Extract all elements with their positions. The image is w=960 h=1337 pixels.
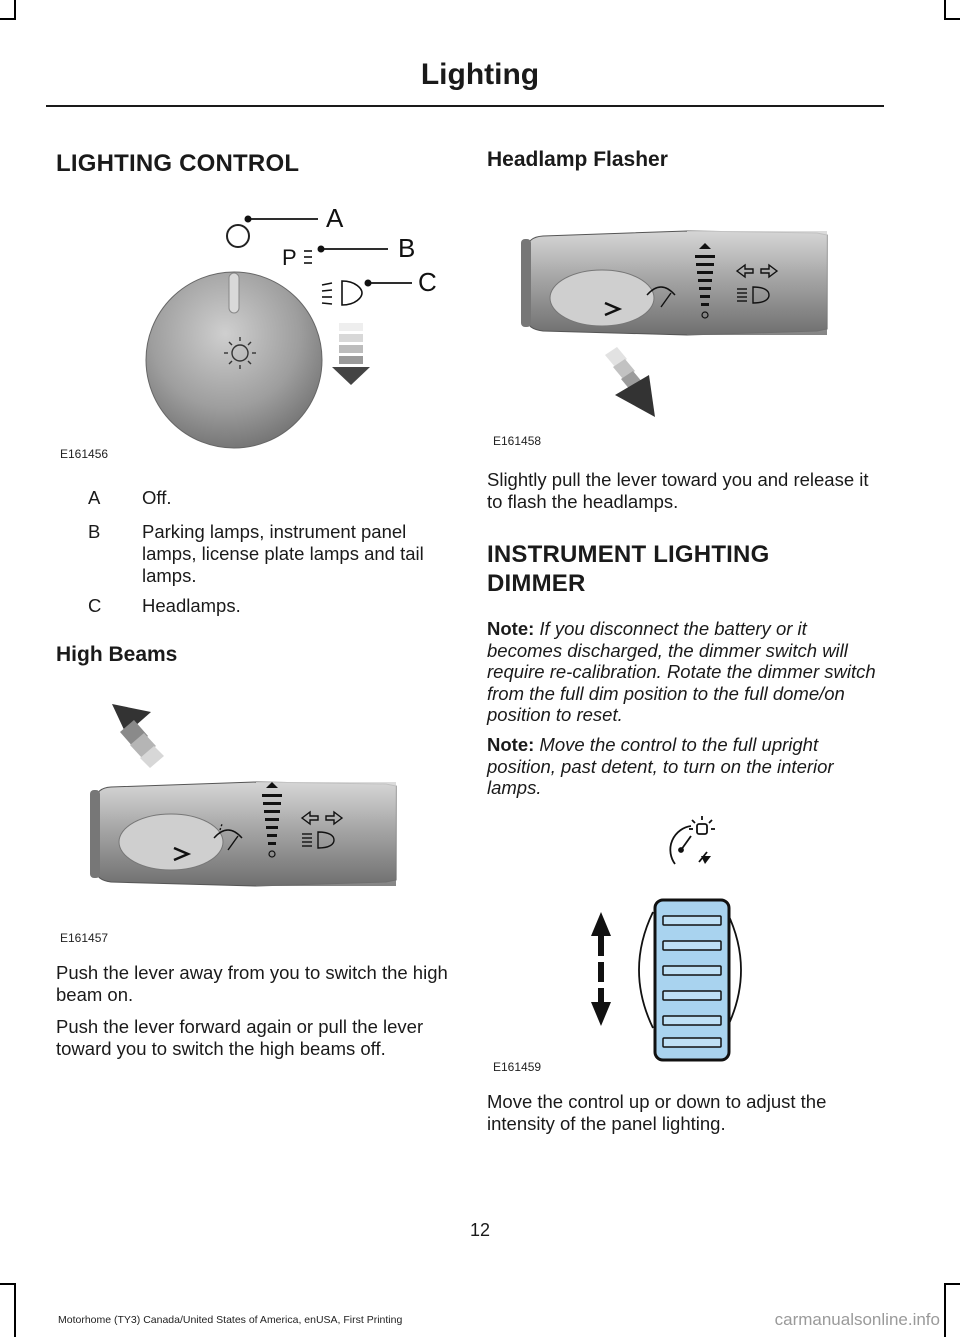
definition-text: Off.	[142, 487, 172, 508]
definition-text: Parking lamps, instrument panel lamps, license plate lamps and tail lamps.	[142, 521, 424, 586]
high-beams-paragraph-2: Push the lever forward again or pull the lever toward you to switch the high beams off.	[56, 1016, 424, 1059]
definition-item-a	[56, 487, 456, 509]
note-recalibration	[487, 618, 882, 726]
definition-item-c	[56, 595, 456, 617]
note-text: If you disconnect the battery or it becomes discharged, the dimmer switch will require re-calibration. Rotate the dimmer switch from the full dim position to the full dome/on position to reset.	[487, 618, 876, 725]
pull-toward-arrow-icon	[605, 347, 655, 417]
crop-mark	[0, 18, 16, 20]
crop-mark	[944, 18, 960, 20]
dimmer-wheel-illustration	[487, 810, 887, 1075]
figure-id-e161457: E161457	[60, 931, 109, 945]
push-away-arrow-icon	[112, 704, 164, 768]
figure-headlamp-switch	[56, 195, 456, 465]
rotate-arrow-icon	[332, 323, 370, 385]
crop-mark	[944, 1283, 960, 1285]
definition-key: A	[88, 487, 101, 508]
note-label: Note:	[487, 734, 535, 755]
note-interior-lamps	[487, 734, 882, 799]
figure-id-e161459: E161459	[493, 1060, 542, 1074]
parking-lamp-icon	[304, 251, 312, 263]
subheading-high-beams: High Beams	[56, 643, 178, 666]
definition-key: B	[88, 521, 101, 542]
header-divider	[46, 105, 884, 107]
page-number: 12	[469, 1220, 491, 1240]
off-position-icon	[227, 225, 249, 247]
subheading-headlamp-flasher: Headlamp Flasher	[487, 148, 668, 171]
crop-mark	[0, 1283, 16, 1285]
figure-id-e161456: E161456	[60, 447, 109, 461]
crop-mark	[944, 0, 946, 20]
definition-key: C	[88, 595, 102, 616]
note-label: Note:	[487, 618, 535, 639]
note-text: Move the control to the full upright position, past detent, to turn on the interior lamps.	[487, 734, 834, 798]
headlamp-switch-illustration	[56, 195, 456, 465]
headlamp-icon	[322, 281, 362, 305]
definition-item-b	[56, 521, 456, 587]
headlamp-flasher-paragraph: Slightly pull the lever toward you and release it to flash the headlamps.	[487, 469, 869, 512]
watermark: carmanualsonline.info	[774, 1310, 940, 1329]
section-heading-dimmer-line1: INSTRUMENT LIGHTING	[487, 541, 770, 568]
up-down-arrow-icon	[591, 912, 611, 1026]
edition-footer: Motorhome (TY3) Canada/United States of America, enUSA, First Printing	[58, 1314, 403, 1326]
section-heading-dimmer-line2: DIMMER	[487, 570, 586, 597]
dimmer-paragraph: Move the control up or down to adjust the intensity of the panel lighting.	[487, 1091, 827, 1134]
figure-high-beam-lever	[56, 690, 456, 945]
figure-id-e161458: E161458	[493, 434, 542, 448]
high-beams-paragraph-1: Push the lever away from you to switch the high beam on.	[56, 962, 448, 1005]
crop-mark	[14, 1283, 16, 1337]
high-beam-lever-illustration	[56, 690, 456, 945]
dimmer-dome-icon	[670, 816, 715, 864]
callout-c-label: C	[418, 267, 437, 297]
definition-text: Headlamps.	[142, 595, 241, 616]
page-title: Lighting	[420, 58, 540, 91]
callout-b-label: B	[398, 233, 416, 263]
section-heading-lighting-control: LIGHTING CONTROL	[56, 150, 300, 177]
figure-dimmer-wheel	[487, 810, 887, 1075]
crop-mark	[944, 1283, 946, 1337]
figure-headlamp-flasher	[487, 205, 887, 450]
parking-lamp-p-label: P	[282, 245, 297, 270]
crop-mark	[14, 0, 16, 20]
callout-a-label: A	[326, 203, 344, 233]
headlamp-flasher-illustration	[487, 205, 887, 450]
